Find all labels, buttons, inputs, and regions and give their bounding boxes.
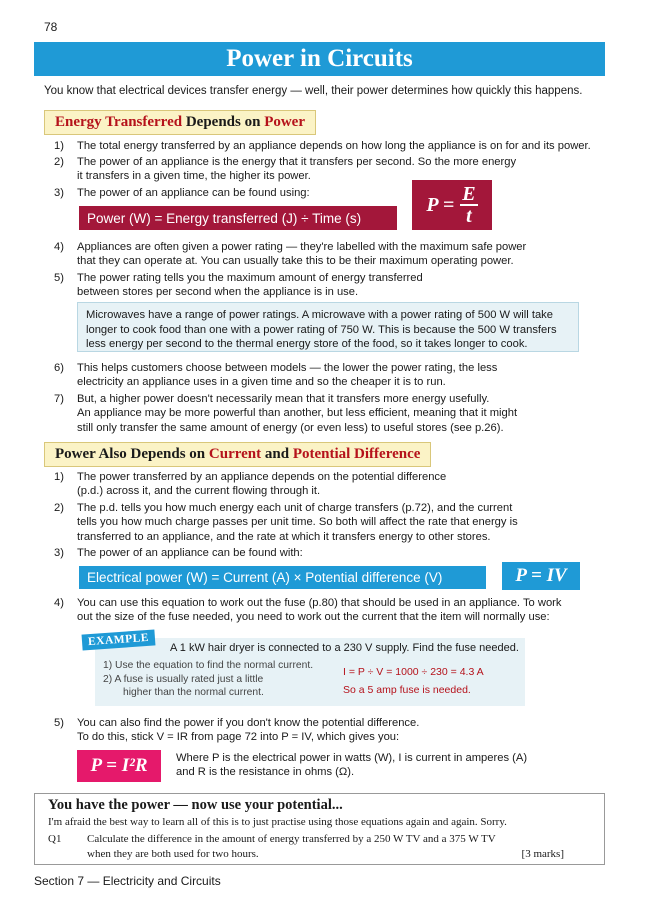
section2-list bbox=[54, 470, 624, 562]
item-text: still only transfer the same amount of energy (or even less) to useful stores (see p.26). bbox=[77, 421, 504, 434]
item-text: To do this, stick V = IR from page 72 into P = IV, which gives you: bbox=[77, 731, 400, 744]
question-label: Q1 bbox=[48, 833, 62, 845]
formula-power-energy-time bbox=[412, 180, 492, 230]
formula-lhs: P = bbox=[426, 193, 455, 216]
item-number: 1) bbox=[54, 471, 64, 483]
item-text: out the size of the fuse needed, you need to work out the current that the item will normally use: bbox=[77, 611, 550, 624]
question-line: Calculate the difference in the amount of energy transferred by a 250 W TV and a 375 W TV bbox=[87, 833, 496, 845]
section-heading-current bbox=[44, 442, 431, 467]
item-text: An appliance may be more powerful than another, but less efficient, meaning that it might bbox=[77, 407, 518, 420]
heading-part: Power bbox=[264, 114, 305, 130]
example-label: EXAMPLE bbox=[82, 629, 156, 650]
item-text: This helps customers choose between models — the lower the power rating, the less bbox=[77, 362, 498, 374]
summary-heading: You have the power — now use your potential... bbox=[48, 797, 343, 813]
item-number: 5) bbox=[54, 272, 64, 284]
item-number: 5) bbox=[54, 717, 64, 729]
description-line: Where P is the electrical power in watts (W), I is current in amperes (A) bbox=[176, 752, 528, 764]
item-number: 3) bbox=[54, 187, 64, 199]
item-number: 4) bbox=[54, 597, 64, 609]
section1-list bbox=[54, 139, 614, 199]
heading-part: Current bbox=[208, 446, 262, 462]
item-text: The power rating tells you the maximum amount of energy transferred bbox=[77, 272, 423, 284]
item-text: You can also find the power if you don't know the potential difference. bbox=[77, 717, 420, 729]
item-text: The power of an appliance can be found with: bbox=[77, 547, 303, 559]
example-answer: So a 5 amp fuse is needed. bbox=[343, 684, 471, 696]
heading-part: Depends on bbox=[182, 114, 265, 130]
example-steps bbox=[103, 659, 313, 700]
formula-fraction bbox=[460, 184, 477, 226]
item-text: that they can operate at. You can usually take this to be their maximum operating power. bbox=[77, 255, 514, 268]
item-text: You can use this equation to work out the fuse (p.80) that should be used in an appliance. To work bbox=[77, 597, 562, 609]
section2-list-b bbox=[54, 596, 624, 628]
item-text: transferred to an appliance, and the rate at which it transfers energy to other stores. bbox=[77, 530, 491, 543]
item-text: between stores per second when the appliance is in use. bbox=[77, 286, 359, 299]
question-line: when they are both used for two hours. bbox=[87, 848, 259, 860]
item-number: 6) bbox=[54, 362, 64, 374]
word-equation-power: Power (W) = Energy transferred (J) ÷ Time (s) bbox=[79, 206, 397, 230]
item-number: 2) bbox=[54, 502, 64, 514]
heading-part: and bbox=[261, 446, 293, 462]
section1-list-c bbox=[54, 361, 614, 435]
item-text: (p.d.) across it, and the current flowing through it. bbox=[77, 485, 321, 498]
item-number: 4) bbox=[54, 241, 64, 253]
microwave-note bbox=[77, 302, 579, 352]
formula2-description bbox=[176, 751, 527, 780]
item-text: it transfers in a given time, the higher its power. bbox=[77, 170, 311, 183]
example-step: 1) Use the equation to find the normal current. bbox=[103, 660, 314, 671]
summary-box bbox=[34, 793, 605, 865]
section-heading-energy bbox=[44, 110, 316, 135]
item-text: electricity an appliance uses in a given time and so the cheaper it is to run. bbox=[77, 376, 446, 389]
example-step: higher than the normal current. bbox=[123, 687, 264, 698]
question-marks: [3 marks] bbox=[521, 848, 564, 860]
word-equation-electrical-power: Electrical power (W) = Current (A) × Potential difference (V) bbox=[79, 566, 486, 589]
item-text: The p.d. tells you how much energy each unit of charge transfers (p.72), and the current bbox=[77, 502, 513, 514]
formula-p-iv: P = IV bbox=[502, 562, 580, 590]
summary-text: I'm afraid the best way to learn all of this is to just practise using those equations again and again. Sorry. bbox=[48, 816, 507, 828]
item-number: 7) bbox=[54, 393, 64, 405]
formula-denominator: t bbox=[466, 205, 472, 227]
formula-p-i2r: P = I²R bbox=[77, 750, 161, 782]
note-line: Microwaves have a range of power ratings. A microwave with a power rating of 500 W will take bbox=[86, 309, 553, 321]
section2-list-c bbox=[54, 716, 624, 748]
item-text: The power transferred by an appliance depends on the potential difference bbox=[77, 471, 447, 483]
note-line: less energy per second to the thermal energy store of the food, so it takes longer to cook. bbox=[86, 338, 528, 351]
page-title: Power in Circuits bbox=[34, 42, 605, 76]
heading-part: Power Also Depends on bbox=[55, 446, 209, 462]
item-number: 1) bbox=[54, 140, 64, 152]
formula-numerator: E bbox=[462, 183, 476, 205]
page-number: 78 bbox=[44, 20, 58, 34]
example-step: 2) A fuse is usually rated just a little bbox=[103, 673, 264, 685]
item-text: tells you how much charge passes per unit time. So both will affect the rate that energy is bbox=[77, 516, 518, 529]
item-number: 2) bbox=[54, 156, 64, 168]
example-question: A 1 kW hair dryer is connected to a 230 V supply. Find the fuse needed. bbox=[170, 642, 519, 654]
item-text: The power of an appliance is the energy that it transfers per second. So the more energy bbox=[77, 156, 517, 168]
item-text: The total energy transferred by an appliance depends on how long the appliance is on for and its power. bbox=[77, 140, 591, 152]
section-footer: Section 7 — Electricity and Circuits bbox=[34, 874, 221, 888]
section1-list-b bbox=[54, 240, 614, 304]
note-line: longer to cook food than one with a power rating of 750 W. This is because the 500 W transfers bbox=[86, 323, 557, 336]
item-text: But, a higher power doesn't necessarily mean that it transfers more energy usefully. bbox=[77, 393, 490, 405]
intro-text: You know that electrical devices transfer energy — well, their power determines how quickly this happens. bbox=[44, 85, 583, 97]
heading-part: Energy Transferred bbox=[55, 114, 183, 130]
description-line: and R is the resistance in ohms (Ω). bbox=[176, 766, 355, 779]
item-text: Appliances are often given a power rating — they're labelled with the maximum safe power bbox=[77, 241, 527, 253]
heading-part: Potential Difference bbox=[292, 446, 421, 462]
example-calculation: I = P ÷ V = 1000 ÷ 230 = 4.3 A bbox=[343, 666, 484, 678]
item-text: The power of an appliance can be found using: bbox=[77, 187, 310, 199]
item-number: 3) bbox=[54, 547, 64, 559]
